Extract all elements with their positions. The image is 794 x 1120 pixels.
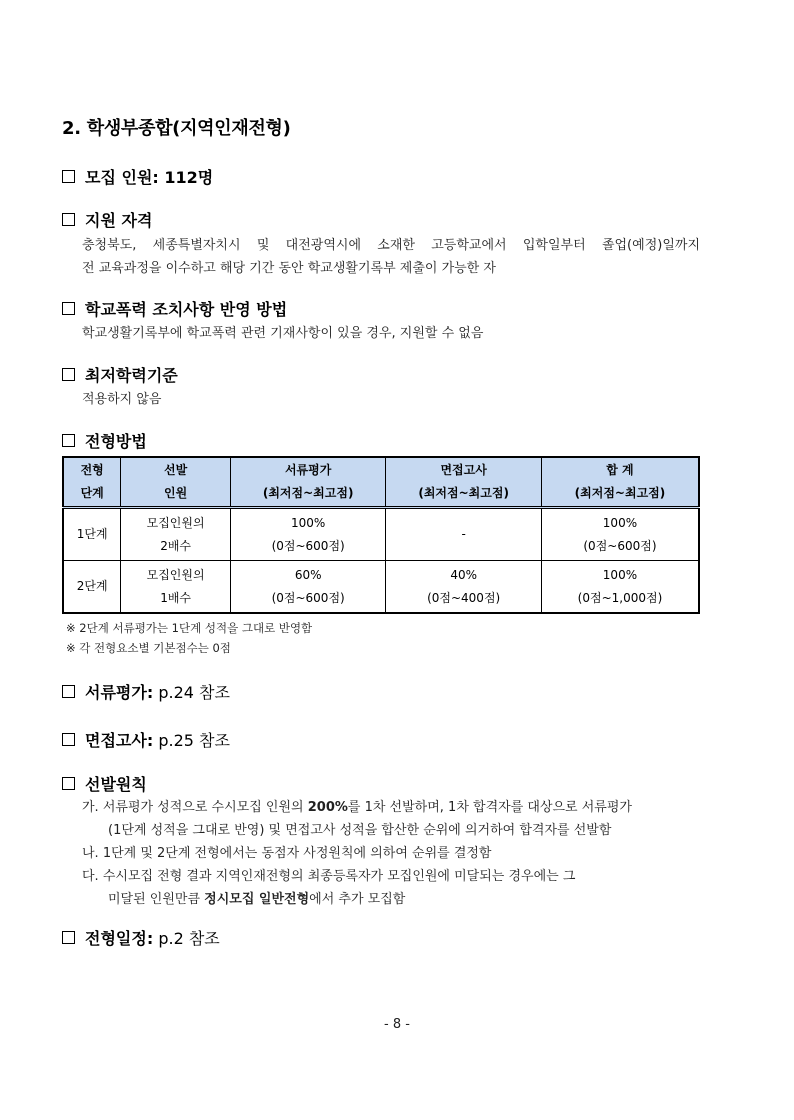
document-eval-heading bbox=[62, 680, 230, 703]
header-document: 서류평가 (최저점~최고점) bbox=[230, 457, 386, 508]
document-eval-label: 서류평가: bbox=[85, 683, 154, 702]
cell-stage: 1단계 bbox=[63, 508, 121, 561]
checkbox-square-icon bbox=[62, 777, 75, 790]
selection-label: 선발원칙 bbox=[85, 775, 147, 794]
schedule-label: 전형일정: bbox=[85, 929, 154, 948]
selection-da-bold: 정시모집 일반전형 bbox=[204, 892, 310, 907]
cell-interview: 40% (0점~400점) bbox=[386, 561, 542, 614]
selection-item-ga: 가. 서류평가 성적으로 수시모집 인원의 200%를 1차 선발하며, 1차 합격자를 대상으로 서류평가 bbox=[82, 800, 632, 815]
violence-text: 학교생활기록부에 학교폭력 관련 기재사항이 있을 경우, 지원할 수 없음 bbox=[82, 326, 484, 341]
selection-item-da: 다. 수시모집 전형 결과 지역인재전형의 최종등록자가 모집인원에 미달되는 경우에는 그 bbox=[82, 869, 576, 884]
cell-select: 모집인원의 2배수 bbox=[121, 508, 231, 561]
header-total: 합 계 (최저점~최고점) bbox=[541, 457, 699, 508]
schedule-heading bbox=[62, 926, 220, 949]
cell-select: 모집인원의 1배수 bbox=[121, 561, 231, 614]
schedule-ref: p.2 참조 bbox=[153, 929, 220, 948]
checkbox-square-icon bbox=[62, 434, 75, 447]
checkbox-square-icon bbox=[62, 368, 75, 381]
qualification-line-2: 전 교육과정을 이수하고 해당 기간 동안 학교생활기록부 제출이 가능한 자 bbox=[82, 261, 496, 276]
cell-interview: - bbox=[386, 508, 542, 561]
header-stage: 전형 단계 bbox=[63, 457, 121, 508]
qualification-line-1: 충청북도, 세종특별자치시 및 대전광역시에 소재한 고등학교에서 입학일부터 졸업(예정)일까지 bbox=[82, 238, 700, 253]
minimum-label: 최저학력기준 bbox=[85, 366, 178, 385]
cell-total: 100% (0점~1,000점) bbox=[541, 561, 699, 614]
selection-ga-bold: 200% bbox=[307, 800, 348, 815]
violence-label: 학교폭력 조치사항 반영 방법 bbox=[85, 300, 288, 319]
recruit-label: 모집 인원: bbox=[85, 168, 159, 187]
section-title: 2. 학생부종합(지역인재전형) bbox=[62, 118, 291, 139]
qualification-label: 지원 자격 bbox=[85, 211, 153, 230]
evaluation-table bbox=[62, 456, 700, 614]
recruit-heading bbox=[62, 165, 213, 188]
checkbox-square-icon bbox=[62, 733, 75, 746]
violence-heading bbox=[62, 297, 287, 320]
table-row bbox=[63, 508, 699, 561]
minimum-text: 적용하지 않음 bbox=[82, 392, 162, 407]
interview-label: 면접고사: bbox=[85, 731, 154, 750]
header-interview: 면접고사 (최저점~최고점) bbox=[386, 457, 542, 508]
checkbox-square-icon bbox=[62, 213, 75, 226]
checkbox-square-icon bbox=[62, 685, 75, 698]
qualification-heading bbox=[62, 208, 152, 231]
cell-document: 100% (0점~600점) bbox=[230, 508, 386, 561]
recruit-value: 112명 bbox=[158, 168, 214, 187]
method-heading bbox=[62, 429, 147, 452]
minimum-heading bbox=[62, 363, 178, 386]
table-row bbox=[63, 561, 699, 614]
interview-ref: p.25 참조 bbox=[153, 731, 230, 750]
cell-stage: 2단계 bbox=[63, 561, 121, 614]
document-eval-ref: p.24 참조 bbox=[153, 683, 230, 702]
table-note-1: ※ 2단계 서류평가는 1단계 성적을 그대로 반영함 bbox=[66, 621, 313, 635]
selection-item-ga-cont: (1단계 성적을 그대로 반영) 및 면접고사 성적을 합산한 순위에 의거하여 합격자를 선발함 bbox=[108, 823, 612, 838]
method-label: 전형방법 bbox=[85, 432, 147, 451]
cell-total: 100% (0점~600점) bbox=[541, 508, 699, 561]
checkbox-square-icon bbox=[62, 170, 75, 183]
header-select: 선발 인원 bbox=[121, 457, 231, 508]
interview-heading bbox=[62, 728, 230, 751]
table-header-row bbox=[63, 457, 699, 508]
selection-heading bbox=[62, 772, 147, 795]
selection-item-da-cont: 미달된 인원만큼 정시모집 일반전형에서 추가 모집함 bbox=[108, 892, 406, 907]
cell-document: 60% (0점~600점) bbox=[230, 561, 386, 614]
table-note-2: ※ 각 전형요소별 기본점수는 0점 bbox=[66, 641, 231, 655]
checkbox-square-icon bbox=[62, 931, 75, 944]
checkbox-square-icon bbox=[62, 302, 75, 315]
page-number: - 8 - bbox=[384, 1017, 410, 1032]
selection-item-na: 나. 1단계 및 2단계 전형에서는 동점자 사정원칙에 의하여 순위를 결정함 bbox=[82, 846, 492, 861]
